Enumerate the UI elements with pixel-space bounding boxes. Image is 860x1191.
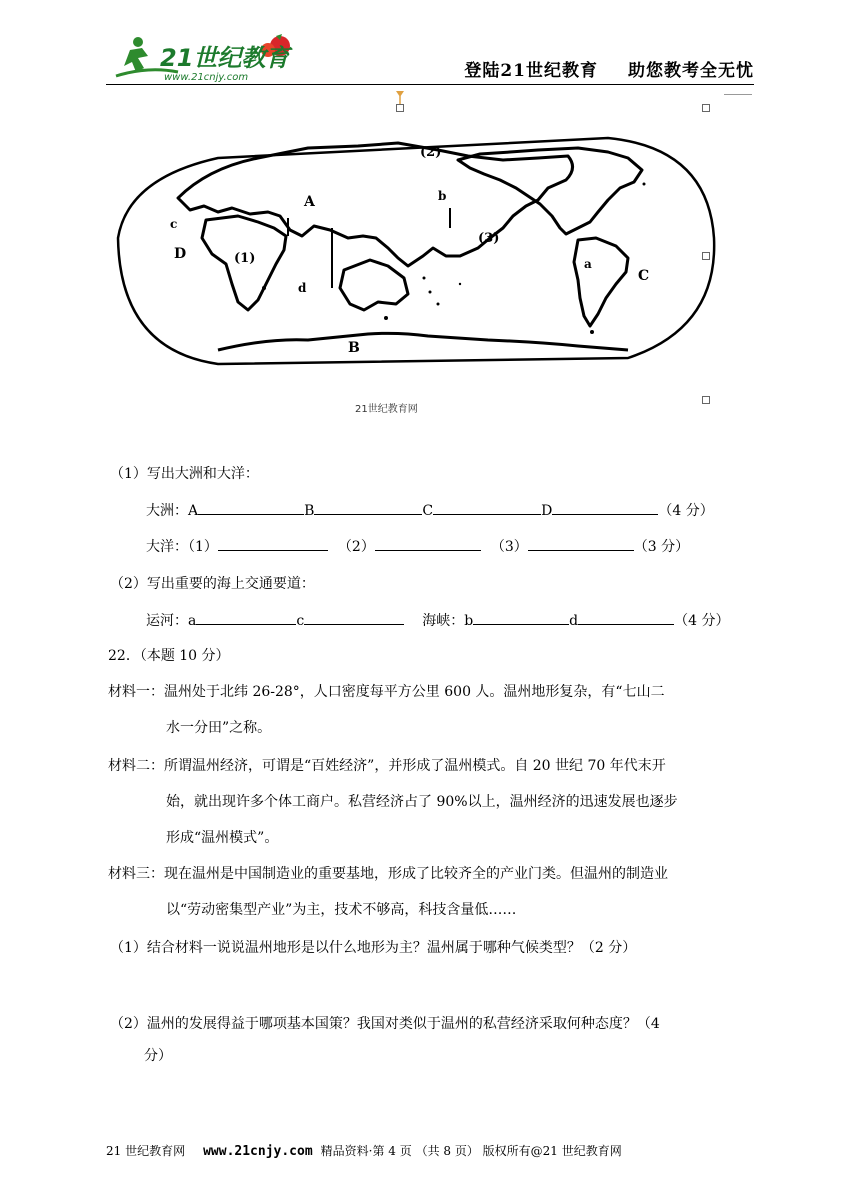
continent-A-label: A [188, 503, 199, 519]
canal-a-blank[interactable] [196, 610, 296, 625]
strait-d-label: d [569, 613, 579, 629]
label-d: d [298, 281, 307, 295]
antarctica-outline [218, 333, 628, 350]
label-continent-C: C [638, 268, 650, 284]
footer-site-link[interactable]: www.21cnjy.com [203, 1144, 313, 1159]
world-map [108, 88, 720, 418]
canal-c-label: c [296, 613, 305, 629]
material-3-line-2: 以“劳动密集型产业”为主，技术不够高，科技含量低…… [166, 902, 517, 918]
map-frame [118, 138, 714, 364]
slogan-right: 助您教考全无忧 [628, 61, 754, 81]
south-america-outline [574, 238, 628, 326]
slogan-left: 登陆21世纪教育 [464, 61, 598, 81]
material-1-line-2: 水一分田”之称。 [166, 720, 272, 736]
strait-prefix: 海峡： [422, 613, 465, 629]
label-a: a [584, 257, 592, 271]
ocean-3-blank[interactable] [528, 536, 634, 551]
continent-D-blank[interactable] [552, 500, 658, 515]
ocean-1-label: （1） [188, 539, 218, 555]
continent-A-blank[interactable] [198, 500, 304, 515]
label-continent-D: D [174, 246, 187, 262]
page-footer [106, 1142, 622, 1159]
q21-part1-title: （1）写出大洲和大洋： [110, 466, 259, 482]
label-ocean-3: (3) [478, 231, 500, 246]
label-ocean-1: (1) [234, 251, 256, 266]
material-2-line-3: 形成“温州模式”。 [166, 830, 279, 846]
score-label: （3 分） [633, 539, 690, 555]
ocean-1-blank[interactable] [218, 536, 328, 551]
canal-prefix: 运河： [146, 613, 188, 629]
ocean-2-label: （2） [337, 539, 375, 555]
strait-b-blank[interactable] [473, 610, 569, 625]
continent-C-blank[interactable] [433, 500, 541, 515]
logo-url: www.21cnjy.com [164, 72, 249, 83]
q22-question-1: （1）结合材料一说说温州地形是以什么地形为主？温州属于哪种气候类型？（2 分） [110, 940, 637, 956]
q21-part2-title: （2）写出重要的海上交通要道： [110, 576, 315, 592]
canal-c-blank[interactable] [304, 610, 404, 625]
ocean-2-blank[interactable] [375, 536, 481, 551]
strait-b-label: b [464, 613, 474, 629]
score-label: （4 分） [658, 503, 714, 519]
header-slogan [464, 56, 754, 81]
continent-C-label: C [422, 503, 434, 519]
q22-header: 22．（本题 10 分） [108, 648, 230, 664]
label-ocean-2: (2) [420, 145, 442, 160]
map-caption: 21世纪教育网 [355, 404, 418, 415]
eurasia-outline [178, 143, 573, 266]
ocean-3-label: （3） [490, 539, 528, 555]
australia-outline [340, 260, 408, 310]
label-c: c [170, 217, 178, 231]
site-logo [108, 32, 308, 84]
canal-a-label: a [188, 613, 197, 629]
label-b: b [438, 189, 447, 203]
continent-D-label: D [541, 503, 553, 519]
footer-right: 精品资料·第 4 页 （共 8 页） 版权所有@21 世纪教育网 [320, 1144, 622, 1158]
ocean-prefix: 大洋： [146, 539, 188, 555]
score-label: （4 分） [674, 613, 730, 629]
label-continent-A: A [304, 194, 315, 210]
q21-ocean-line [146, 536, 689, 557]
material-3-line-1: 材料三：现在温州是中国制造业的重要基地，形成了比较齐全的产业门类。但温州的制造业 [108, 866, 668, 882]
q21-route-line [146, 610, 730, 631]
material-2-line-1: 材料二：所谓温州经济，可谓是“百姓经济”，并形成了温州模式。自 20 世纪 70 年代末开 [108, 758, 666, 774]
header-rule [106, 84, 754, 85]
q22-question-2-line-1: （2）温州的发展得益于哪项基本国策？我国对类似于温州的私营经济采取何种态度？（4 [110, 1016, 660, 1032]
material-1-line-1: 材料一：温州处于北纬 26-28°，人口密度每平方公里 600 人。温州地形复杂，有“七山二 [108, 684, 665, 700]
page-corner-mark [724, 94, 752, 95]
label-continent-B: B [348, 340, 360, 356]
material-2-line-2: 始，就出现许多个体工商户。私营经济占了 90%以上，温州经济的迅速发展也逐步 [166, 794, 678, 810]
logo-text: 21世纪教育 [160, 44, 290, 72]
north-america-outline [458, 148, 642, 234]
continent-B-blank[interactable] [314, 500, 422, 515]
continent-prefix: 大洲： [146, 503, 188, 519]
q22-question-2-line-2: 分） [144, 1048, 172, 1064]
q21-continent-line [146, 500, 714, 521]
strait-d-blank[interactable] [578, 610, 674, 625]
continent-B-label: B [304, 503, 315, 519]
footer-left: 21 世纪教育网 [106, 1144, 186, 1158]
